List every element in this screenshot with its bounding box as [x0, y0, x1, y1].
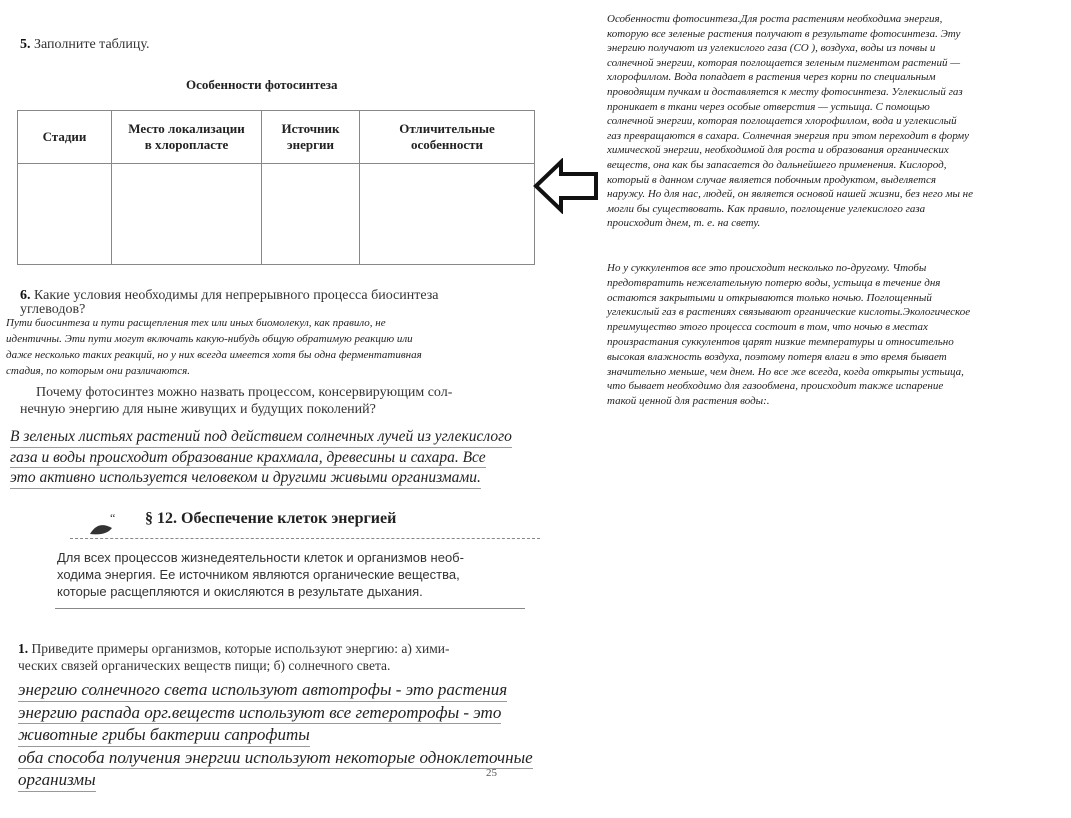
task5-prompt: 5. Заполните таблицу. [20, 37, 150, 52]
text-line: энергию распада орг.веществ используют все гетеротрофы - это [18, 702, 501, 725]
text-line: солнечной энергии, которая поглощается хлорофиллом, вода и углекислый [607, 115, 957, 128]
text-line: значительно меньше, чем днем. Но все же всегда, когда открыты устьица, [607, 365, 964, 378]
task1-prompt: 1. Приведите примеры организмов, которые используют энергию: а) хими- ческих связей органических веществ пищи; б) солнечного света. [18, 641, 450, 673]
photosynthesis-table [17, 110, 535, 265]
cell[interactable] [360, 164, 535, 265]
cell[interactable] [18, 164, 112, 265]
text-line: стадия, по которым они различаются. [6, 365, 190, 377]
task6-answer [6, 315, 422, 379]
text-line: произрастания суккулентов царят низкие температуры и относительно [607, 335, 954, 348]
text-line: углекислый газ в растениях связывают органические кислоты.Экологическое [607, 306, 971, 319]
right-text-paragraph-1 [607, 12, 973, 231]
text-line: наружу. Но для нас, людей, он является основой нашей жизни, без него мы не [607, 188, 974, 201]
text-line: хлорофиллом. Вода попадает в растения через корни по специальным [607, 71, 936, 84]
text-line: которые расщепляются и окисляются в результате дыхания. [57, 584, 423, 599]
text-line: веществ, она как бы запасается до дальнейшего применения. Кислород, [607, 158, 947, 171]
text-line: происходит днем, т. е. на свету. [607, 217, 761, 230]
text-line: проводящим пучкам и доставляется к месту фотосинтеза. Углекислый газ [607, 85, 963, 98]
svg-text:“: “ [110, 512, 116, 525]
text-line: ходима энергия. Ее источником являются органические вещества, [57, 567, 460, 582]
text-line: даже несколько таких реакций, но у них всегда имеется хотя бы одна ферментативная [6, 349, 422, 361]
text-line: нечную энергию для ныне живущих и будущих поколений? [20, 402, 376, 417]
task6-prompt: 6. Какие условия необходимы для непрерывного процесса биосинтеза углеводов? [20, 288, 439, 317]
text-line: Пути биосинтеза и пути расщепления тех или иных биомолекул, как правило, не [6, 317, 386, 329]
text-line: который в данном случае является побочным продуктом, выделяется [607, 173, 936, 186]
text-line: которую все зеленые растения получают в результате фотосинтеза. Эту [607, 27, 961, 40]
table-title: Особенности фотосинтеза [186, 77, 338, 92]
text-line: высокая влажность воздуха, поэтому потеря влаги в это время бывает [607, 350, 947, 363]
text-line: такой ценной для растения воды:. [607, 395, 770, 408]
text-line: оба способа получения энергии используют некоторые одноклеточные [18, 747, 533, 770]
left-arrow-icon [533, 158, 599, 214]
text-line: газа и воды происходит образование крахмала, древесины и сахара. Все [10, 448, 486, 469]
text-line: могли бы существовать. Как правило, поглощение углекислого газа [607, 202, 926, 215]
task1-answer [18, 679, 533, 792]
section-intro [57, 549, 464, 600]
page-number: 25 [486, 767, 497, 779]
text-line: организмы [18, 769, 96, 792]
text-line: В зеленых листьях растений под действием солнечных лучей из углекислого [10, 427, 512, 448]
header-stages: Стадии [18, 111, 112, 164]
text-line: Но у суккулентов все это происходит несколько по-другому. Чтобы [607, 262, 927, 274]
section-ornament-icon [88, 512, 122, 538]
task6-question2 [20, 384, 452, 418]
section-title: § 12. Обеспечение клеток энергией [145, 510, 397, 527]
text-line: остаются закрытыми и открываются только ночью. Поглощенный [607, 291, 932, 304]
text-line: энергию получают из углекислого газа (CO ), воздуха, воды из почвы и [607, 42, 936, 55]
text-line: энергию солнечного света используют автотрофы - это растения [18, 679, 507, 702]
text-line: что бывает необходимо для газообмена, происходит также испарение [607, 380, 944, 393]
text-line: Особенности фотосинтеза.Для роста растениям необходима энергия, [607, 13, 943, 25]
text-line: солнечной энергии, которая поглощается зеленым пигментом растений — [607, 56, 961, 69]
text-line: Почему фотосинтез можно назвать процессом, консервирующим сол- [36, 385, 453, 400]
right-text-paragraph-2 [607, 261, 970, 409]
text-line: химической энергии, необходимой для роста и образования органических [607, 144, 949, 157]
table-row [18, 164, 535, 265]
text-line: Для всех процессов жизнедеятельности клеток и организмов необ- [57, 550, 464, 565]
text-line: идентичны. Эти пути могут включать какую-нибудь общую обратимую реакцию или [6, 333, 413, 345]
text-line: газ превращаются в сахара. Солнечная энергия при этом переходит в форму [607, 129, 970, 142]
cell[interactable] [262, 164, 360, 265]
header-energy-source: Источник энергии [262, 111, 360, 164]
task6-answer2 [10, 427, 512, 489]
cell[interactable] [112, 164, 262, 265]
text-line: преимущество этого процесса состоит в том, что ночью в местах [607, 321, 928, 334]
text-line: проникает в ткани через особые отверстия — устьица. С помощью [607, 100, 930, 113]
header-location: Место локализации в хлоропласте [112, 111, 262, 164]
text-line: предотвратить нежелательную потерю воды, устьица в течение дня [607, 276, 941, 289]
header-features: Отличительные особенности [360, 111, 535, 164]
text-line: животные грибы бактерии сапрофиты [18, 724, 310, 747]
text-line: это активно используется человеком и другими живыми организмами. [10, 468, 481, 489]
